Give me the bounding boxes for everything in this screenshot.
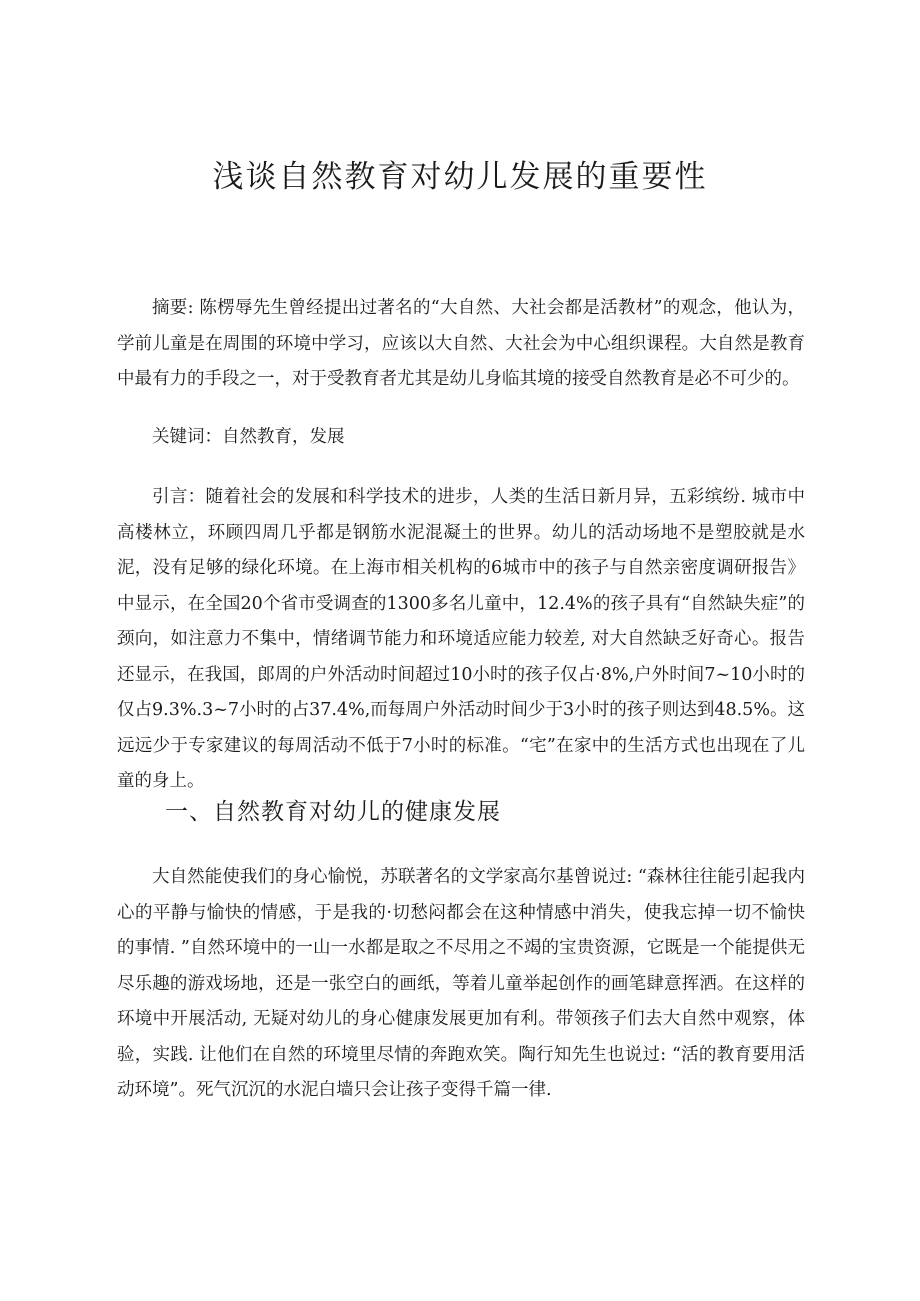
introduction-paragraph: 引言：随着社会的发展和科学技术的进步，人类的生活日新月异，五彩缤纷. 城市中高楼林立，环顾四周几乎都是钢筋水泥混凝土的世界。幼儿的活动场地不是塑胶就是水泥，没有足够的绿化环境。在上海市相关机构的6城市中的孩子与自然亲密度调研报告》中显示，在全国20个省市受调查的1300多名儿童中，12.4%的孩子具有“自然缺失症”的颈向，如注意力不集中，情绪调节能力和环境适应能力较差, 对大自然缺乏好奇心。报告还显示，在我国，郎周的户外活动时间超过10小时的孩子仅占·8%,户外时间7~10小时的仅占9.3%.3~7小时的占37.4%,而每周户外活动时间少于3小时的孩子则达到48.5%。这远远少于专家建议的每周活动不低于7小时的标准。“宅”在家中的生活方式也出现在了儿童的身上。	[117, 487, 805, 791]
section-heading: 一、自然教育对幼儿的健康发展	[165, 799, 501, 825]
keywords-line: 关键词：自然教育，发展	[152, 427, 345, 447]
abstract-paragraph: 摘要: 陈楞辱先生曾经提出过著名的“大自然、大社会都是活教材”的观念，他认为，学前儿童是在周围的环境中学习，应该以大自然、大社会为中心组织课程。大自然是教育中最有力的手段之一，对于受教育者尤其是幼儿身临其境的接受自然教育是必不可少的。	[117, 298, 805, 389]
section-body-paragraph: 大自然能使我们的身心愉悦，苏联著名的文学家高尔基曾说过: “森林往往能引起我内心的平静与愉快的情感，于是我的·切愁闷都会在这种情感中消失，使我忘掉一切不愉快的事情. ”自然环境中的一山一水都是取之不尽用之不竭的宝贵资源，它既是一个能提供无尽乐趣的游戏场地，还是一张空白的画纸，等着儿童举起创作的画笔肆意挥洒。在这样的环境中开展活动, 无疑对幼儿的身心健康发展更加有利。带领孩子们去大自然中观察，体验，实践. 让他们在自然的环境里尽情的奔跑欢笑。陶行知先生也说过: “活的教育要用活动环境”。死气沉沉的水泥白墙只会让孩子变得千篇一律.	[117, 867, 805, 1100]
document-title: 浅谈自然教育对幼儿发展的重要性	[212, 159, 708, 195]
